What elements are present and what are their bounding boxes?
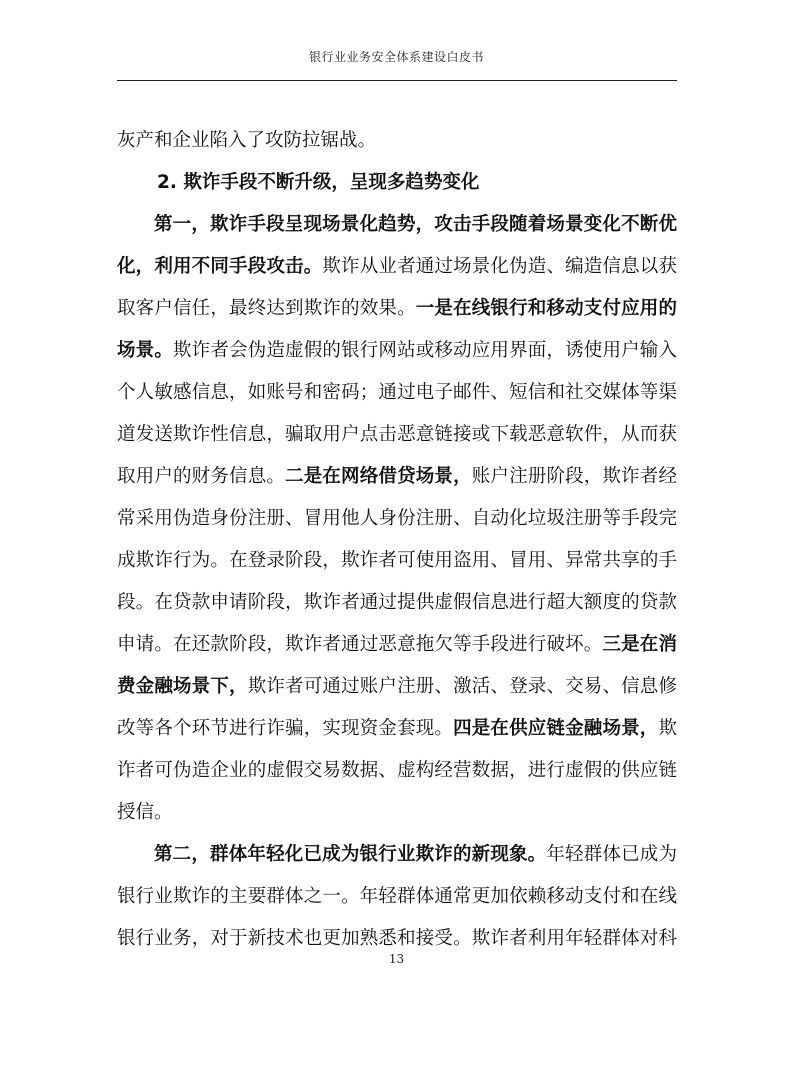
running-header: 银行业业务安全体系建设白皮书: [308, 50, 484, 64]
text-line: 费金融场景下，欺诈者可通过账户注册、激活、登录、交易、信息修: [117, 676, 677, 697]
text-line: 个人敏感信息，如账号和密码；通过电子邮件、短信和社交媒体等渠: [117, 382, 677, 403]
document-body: [117, 120, 677, 960]
text-line: 取客户信任，最终达到欺诈的效果。一是在线银行和移动支付应用的: [117, 298, 677, 319]
text-line: 诈者可伪造企业的虚假交易数据、虚构经营数据，进行虚假的供应链: [117, 760, 677, 781]
text-line: 化，利用不同手段攻击。欺诈从业者通过场景化伪造、编造信息以获: [117, 256, 677, 277]
text-line: 常采用伪造身份注册、冒用他人身份注册、自动化垃圾注册等手段完: [117, 508, 677, 529]
text-line: 银行业欺诈的主要群体之一。年轻群体通常更加依赖移动支付和在线: [117, 886, 677, 907]
header-rule: [117, 80, 677, 81]
text-line: 场景。欺诈者会伪造虚假的银行网站或移动应用界面，诱使用户输入: [117, 340, 677, 361]
text-line: 成欺诈行为。在登录阶段，欺诈者可使用盗用、冒用、异常共享的手: [117, 550, 677, 571]
text-line: 灰产和企业陷入了攻防拉锯战。: [117, 130, 377, 151]
text-line: 申请。在还款阶段，欺诈者通过恶意拖欠等手段进行破坏。三是在消: [117, 634, 677, 655]
section-heading: 2. 欺诈手段不断升级，呈现多趋势变化: [157, 172, 480, 193]
text-line: 道发送欺诈性信息，骗取用户点击恶意链接或下载恶意软件，从而获: [117, 424, 677, 445]
text-line: 第一，欺诈手段呈现场景化趋势，攻击手段随着场景变化不断优: [154, 214, 677, 235]
text-line: 段。在贷款申请阶段，欺诈者通过提供虚假信息进行超大额度的贷款: [117, 592, 677, 613]
page-number: 13: [388, 952, 405, 966]
text-line: 改等各个环节进行诈骗，实现资金套现。四是在供应链金融场景，欺: [117, 718, 677, 739]
text-line: 银行业务，对于新技术也更加熟悉和接受。欺诈者利用年轻群体对科: [117, 928, 677, 949]
text-line: 第二，群体年轻化已成为银行业欺诈的新现象。年轻群体已成为: [154, 844, 677, 865]
text-line: 取用户的财务信息。二是在网络借贷场景，账户注册阶段，欺诈者经: [117, 466, 677, 487]
text-line: 授信。: [117, 802, 173, 823]
